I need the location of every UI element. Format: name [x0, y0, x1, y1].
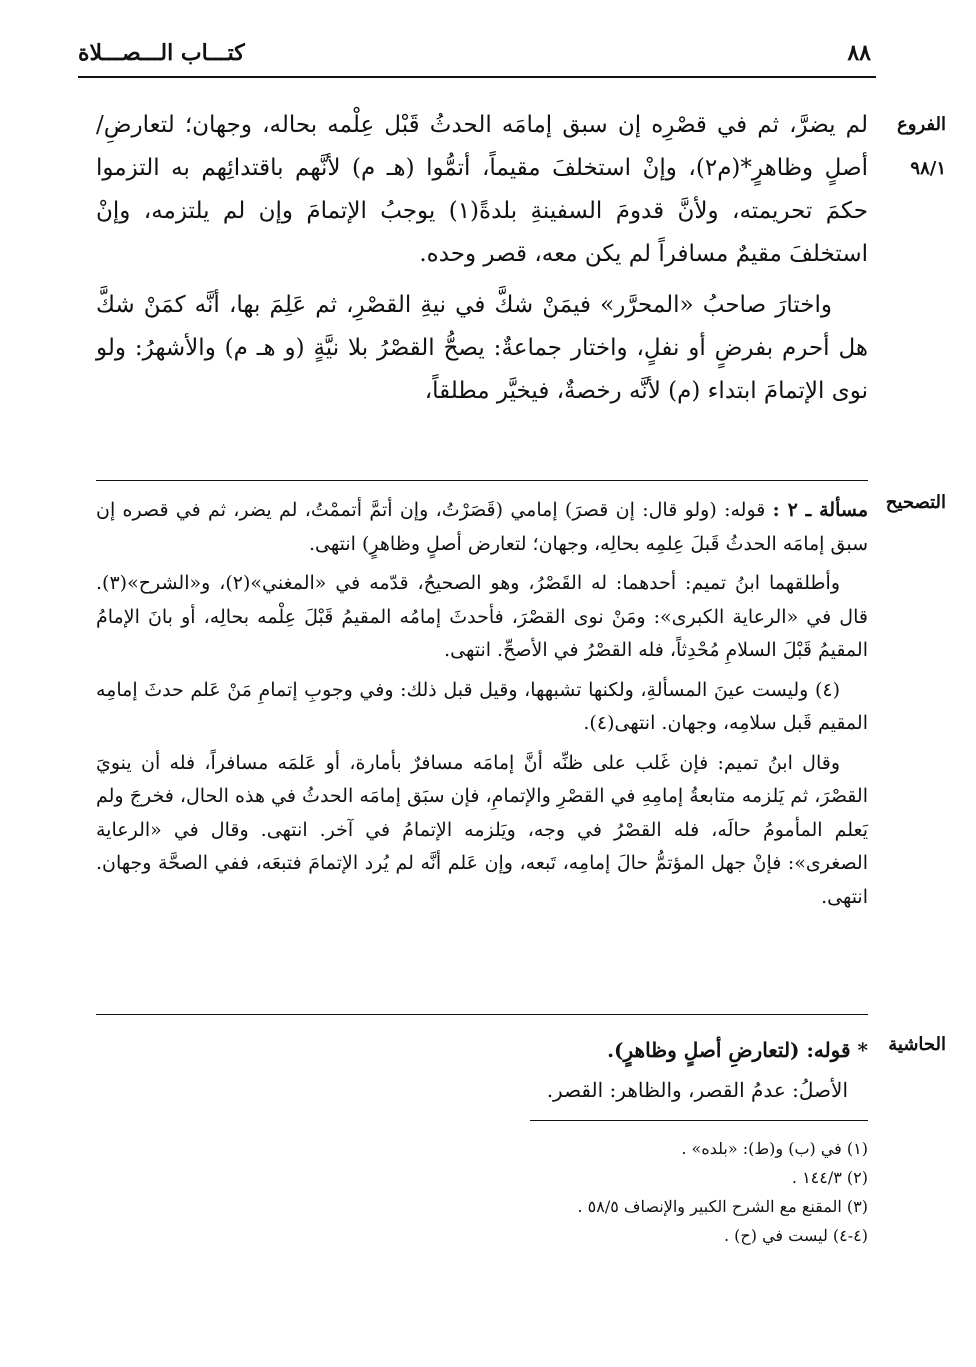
- margin-label-volume-page-ref: ٩٨/١: [910, 158, 946, 179]
- tashih-paragraph-1-text: قوله: (ولو قال: إن قصرَ) إمامي (قَصَرْتُ، وإن أتمَّ أتممْتُ، لم يضر، ثم في قصره إن سبق إمامَه الحدثُ قَبلَ عِلمِه بحالِه، وجهان؛ لتعارض أصلٍ وظاهرٍ) انتهى.: [96, 499, 868, 555]
- page-number: ٨٨: [847, 40, 871, 66]
- hashiya-title: * قوله: (لتعارضِ أصلٍ وظاهرٍ).: [607, 1038, 868, 1062]
- margin-label-tashih: التصحيح: [885, 492, 946, 513]
- tashih-paragraph-4: وقال ابنُ تميم: فإن غَلب على ظنِّه أنَّ إمامَه مسافرٌ بأمارة، أو عَلمَه مسافراً، فله أن ينويَ القصْرَ، ثم يَلزمه متابعةُ إمامِهِ في القصْرِ والإتمامِ، فإن سبَق إمامَه الحدثُ في هذه الحال، فخرجَ ولم يَعلم المأمومُ حالَه، فله القصْرُ في وجه، ويَلزمه الإتمامُ في آخر. انتهى. وقال في «الرعاية الصغرى»: فإنْ جهل المؤتمُّ حالَ إمامِه، تَبعه، وإن عَلم أنَّه لم يُرد الإتمامَ فتبعَه، ففي الصحَّة وجهان. انتهى.: [96, 751, 868, 908]
- tashih-section: [96, 494, 868, 914]
- main-text: [96, 104, 868, 413]
- tashih-paragraph-1: [96, 494, 868, 561]
- footnote-item: (٣) المقنع مع الشرح الكبير والإنصاف ٥٨/٥ .: [577, 1197, 868, 1216]
- footnote-item: (٢) ١٤٤/٣ .: [791, 1168, 868, 1187]
- running-header-title: كتـــاب الـــصـــلاة: [78, 40, 245, 66]
- header-divider: [78, 76, 876, 78]
- tashih-paragraph-3: (٤) وليست عينَ المسألةِ، ولكنها تشبهها، وقيل قبل ذلك: وفي وجوبِ إتمامِ مَنْ عَلم حدثَ إمامِه المقيم قَبل سلامِه، وجهان. انتهى(٤).: [96, 678, 868, 734]
- margin-label-hashiya: الحاشية: [888, 1034, 946, 1055]
- footnote-item: (١) في (ب) و(ط): «بلده» .: [681, 1139, 868, 1158]
- main-paragraph-1: لم يضرَّ، ثم في قصْرِه إن سبق إمامَه الحدثُ قَبْل عِلْمه بحاله، وجهان؛ لتعارضِ/ أصلٍ وظاهرٍ*(م٢)، وإنْ استخلفَ مقيماً، أتمُّوا (هـ م) لأنَّهم باقتدائِهم به التزموا حكمَ تحريمته، ولأنَّ قدومَ السفينةِ بلدةً(١) يوجبُ الإتمامَ وإن لم يلتزمه، وإنْ استخلفَ مقيمٌ مسافراً لم يكن معه، قصر وحده.: [96, 112, 869, 267]
- issue-label: مسألة ـ ٢ :: [772, 499, 869, 521]
- footnote-item: (٤-٤) ليست في (ح) .: [724, 1226, 868, 1245]
- footnotes: [300, 1134, 868, 1250]
- hashiya-section: [96, 1030, 868, 1110]
- section-divider-hashiya: [96, 1014, 868, 1015]
- tashih-paragraph-2: وأطلقهما ابنُ تميم: أحدهما: له القَصْرُ، وهو الصحيحُ، قدّمه في «المغني»(٢)، و«الشرح»(٣). قال في «الرعاية الكبرى»: ومَنْ نوى القصْرَ، فأحدثَ إمامُه المقيمُ قَبْلَ عِلْمه بحالِه، أو بانَ الإمامُ المقيمُ قَبْلَ السلامِ مُحْدِثاً، فله القصْرُ في الأصحِّ. انتهى.: [96, 572, 868, 661]
- main-paragraph-2: واختارَ صاحبُ «المحرَّر» فيمَنْ شكَّ في نيةِ القصْرِ، ثم عَلِمَ بها، أنَّه كمَنْ شكَّ هل أحرم بفرضٍ أو نفلٍ، واختار جماعةٌ: يصحُّ القصْرُ بلا نيَّةٍ (و هـ م) والأشهرُ: ولو نوى الإتمامَ ابتداء (م) لأنَّه رخصةٌ، فيخيَّر مطلقاً،: [96, 292, 868, 404]
- footnotes-divider: [530, 1120, 868, 1121]
- section-divider-tashih: [96, 480, 868, 481]
- margin-label-furu: الفروع: [897, 114, 946, 135]
- hashiya-body: الأصلُ: عدمُ القصر، والظاهر: القصر.: [546, 1078, 848, 1102]
